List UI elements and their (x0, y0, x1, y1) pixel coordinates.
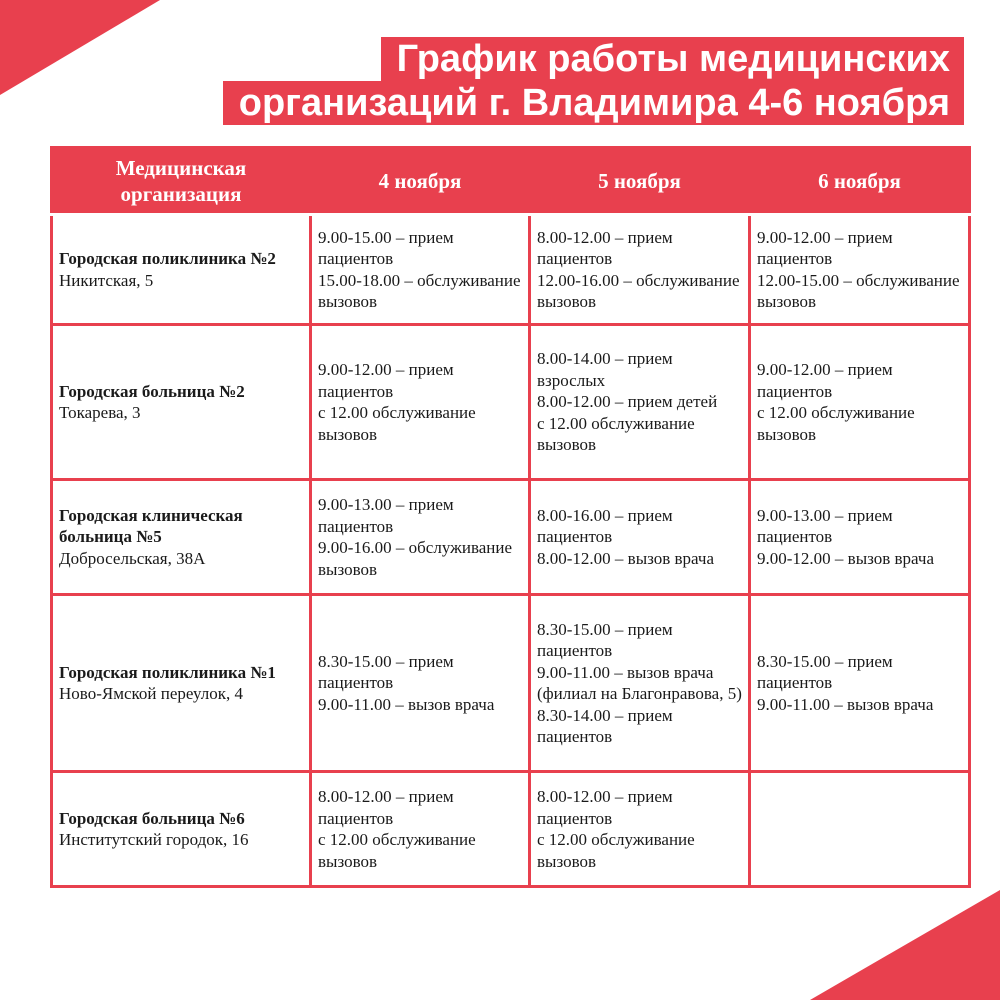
org-address: Ново-Ямской переулок, 4 (59, 684, 243, 703)
schedule-line: 8.00-16.00 – прием пациентов (537, 505, 673, 547)
page-title-line-1: График работы медицинских (381, 37, 964, 81)
schedule-line: 8.00-12.00 – прием детей (537, 392, 718, 412)
schedule-line: 8.00-14.00 – прием взрослых (537, 349, 673, 390)
corner-decoration-top-left (0, 0, 160, 95)
schedule-cell-nov6 (750, 480, 970, 595)
page-title-line-2: организаций г. Владимира 4-6 ноября (223, 81, 964, 125)
schedule-cell-nov5 (530, 480, 750, 595)
schedule-line: 8.30-15.00 – прием пациентов (537, 619, 673, 660)
schedule-cell-nov6 (750, 595, 970, 772)
schedule-cell-nov4 (311, 215, 530, 325)
schedule-cell-nov5 (530, 595, 750, 772)
schedule-line: 9.00-11.00 – вызов врача (757, 694, 934, 714)
org-name: Городская поликлиника №1 (59, 662, 276, 682)
schedule-line: 9.00-11.00 – вызов врача (филиал на Благонравова, 5) (537, 662, 742, 703)
org-cell (52, 325, 311, 480)
schedule-cell-nov6 (750, 215, 970, 325)
table-row (52, 480, 970, 595)
schedule-line: 8.00-12.00 – вызов врача (537, 548, 714, 568)
schedule-cell-nov4 (311, 480, 530, 595)
org-address: Никитская, 5 (59, 270, 154, 290)
schedule-cell-nov4 (311, 325, 530, 480)
schedule-line: 8.00-12.00 – прием пациентов (537, 227, 673, 268)
org-address: Токарева, 3 (59, 403, 141, 422)
table-header-row (52, 148, 970, 215)
org-cell (52, 215, 311, 325)
org-name: Городская больница №6 (59, 808, 245, 828)
schedule-cell-nov5 (530, 325, 750, 480)
org-name: Городская клиническая больница №5 (59, 505, 243, 547)
column-header-organization: Медицинская организация (52, 148, 311, 215)
schedule-line: 8.30-14.00 – прием пациентов (537, 705, 673, 746)
column-header-nov4: 4 ноября (311, 148, 530, 215)
schedule-cell-nov5 (530, 772, 750, 887)
table-row (52, 325, 970, 480)
corner-decoration-bottom-right (810, 890, 1000, 1000)
schedule-line: 9.00-11.00 – вызов врача (318, 694, 495, 714)
schedule-line: 9.00-12.00 – прием пациентов (318, 360, 454, 401)
schedule-line: 9.00-12.00 – прием пациентов (757, 360, 893, 401)
schedule-line: 9.00-13.00 – прием пациентов (318, 495, 454, 536)
schedule-cell-nov6 (750, 325, 970, 480)
schedule-table (50, 146, 971, 888)
schedule-line: 8.00-12.00 – прием пациентов (318, 787, 454, 828)
schedule-line: 15.00-18.00 – обслуживание вызовов (318, 270, 521, 311)
schedule-line: 12.00-15.00 – обслуживание вызовов (757, 270, 960, 311)
schedule-line: с 12.00 обслуживание вызовов (318, 830, 476, 871)
schedule-line: с 12.00 обслуживание вызовов (537, 413, 695, 455)
schedule-cell-nov6-empty (750, 772, 970, 887)
column-header-nov6: 6 ноября (750, 148, 970, 215)
org-cell (52, 772, 311, 887)
schedule-line: 8.30-15.00 – прием пациентов (318, 651, 454, 693)
schedule-line: 9.00-12.00 – прием пациентов (757, 227, 893, 268)
schedule-cell-nov4 (311, 772, 530, 887)
schedule-line: 9.00-16.00 – обслуживание вызовов (318, 538, 513, 579)
column-header-nov5: 5 ноября (530, 148, 750, 215)
org-cell (52, 595, 311, 772)
org-name: Городская больница №2 (59, 381, 245, 401)
schedule-line: 12.00-16.00 – обслуживание вызовов (537, 270, 740, 311)
org-cell (52, 480, 311, 595)
schedule-line: 9.00-13.00 – прием пациентов (757, 505, 893, 547)
schedule-cell-nov5 (530, 215, 750, 325)
table-row (52, 595, 970, 772)
schedule-line: с 12.00 обслуживание вызовов (537, 830, 695, 871)
schedule-line: 9.00-15.00 – прием пациентов (318, 227, 454, 268)
org-address: Добросельская, 38А (59, 548, 206, 568)
schedule-line: с 12.00 обслуживание вызовов (318, 403, 476, 444)
table-row (52, 215, 970, 325)
schedule-cell-nov4 (311, 595, 530, 772)
schedule-line: 8.00-12.00 – прием пациентов (537, 787, 673, 828)
schedule-line: 9.00-12.00 – вызов врача (757, 548, 934, 568)
schedule-line: с 12.00 обслуживание вызовов (757, 403, 915, 444)
org-name: Городская поликлиника №2 (59, 249, 276, 268)
schedule-line: 8.30-15.00 – прием пациентов (757, 651, 893, 693)
org-address: Институтский городок, 16 (59, 830, 249, 849)
table-row (52, 772, 970, 887)
